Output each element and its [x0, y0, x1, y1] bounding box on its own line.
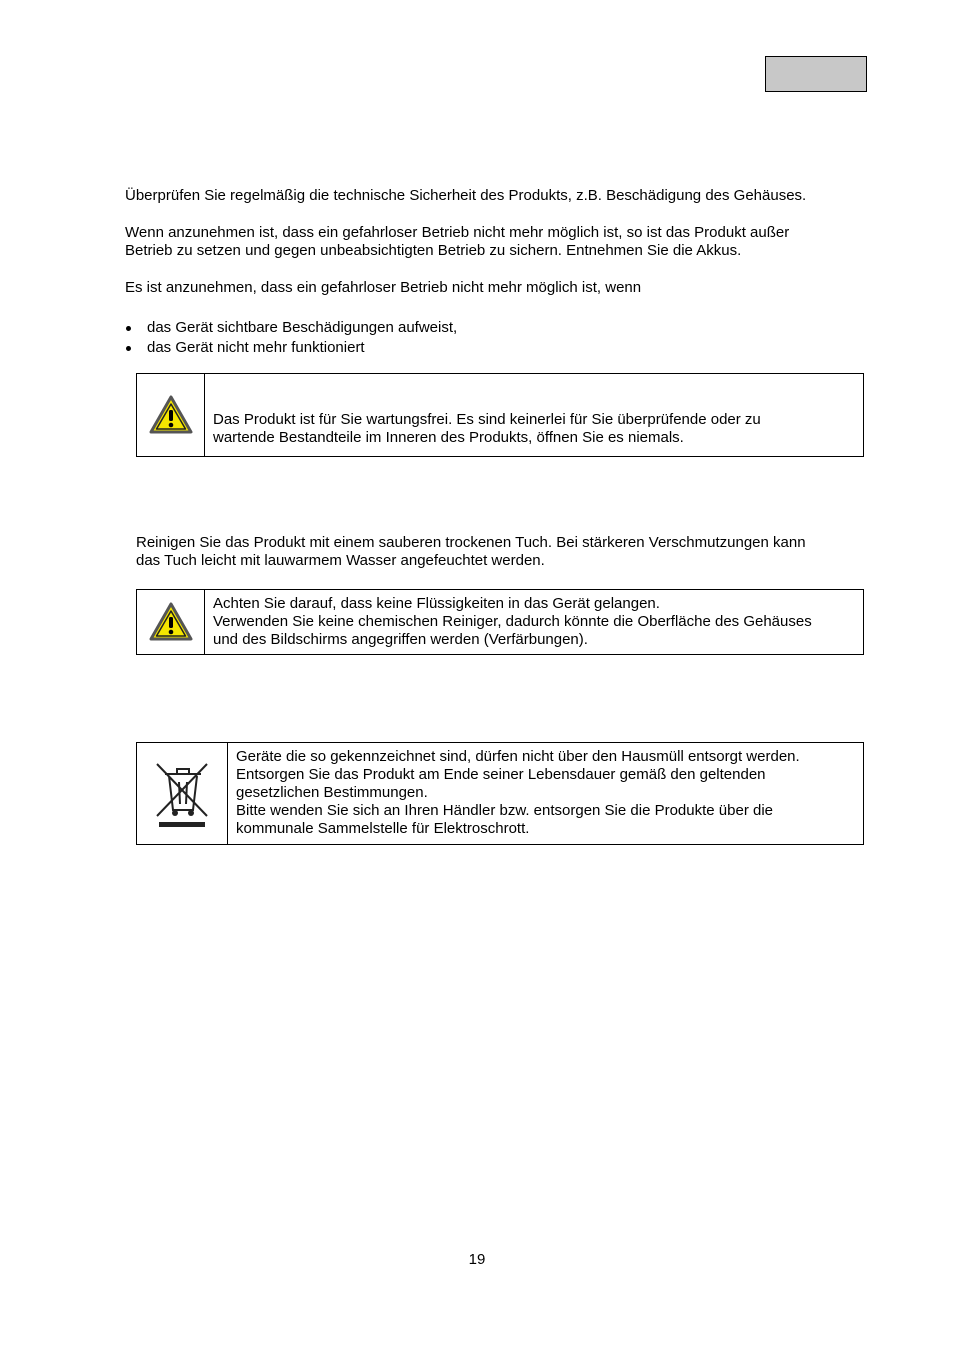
warning-icon-cell [137, 590, 205, 654]
cleaning-notice-text [205, 590, 820, 654]
language-tab [765, 56, 867, 92]
notice-line: Entsorgen Sie das Produkt am Ende seiner Lebensdauer gemäß den geltenden [236, 766, 766, 783]
inspection-paragraph-2-line-1: Wenn anzunehmen ist, dass ein gefahrloser Betrieb nicht mehr möglich ist, so ist das Produkt außer [125, 224, 790, 241]
list-item: das Gerät sichtbare Beschädigungen aufweist, [126, 318, 457, 338]
inspection-paragraph-3: Es ist anzunehmen, dass ein gefahrloser Betrieb nicht mehr möglich ist, wenn [125, 279, 642, 296]
notice-line: und des Bildschirms angegriffen werden (Verfärbungen). [213, 631, 588, 648]
inspection-paragraph-2 [125, 224, 789, 260]
disposal-notice [136, 742, 864, 845]
maintenance-notice-text [205, 374, 769, 456]
inspection-paragraph-1: Überprüfen Sie regelmäßig die technische Sicherheit des Produkts, z.B. Beschädigung des Gehäuses. [125, 187, 807, 204]
notice-line: Achten Sie darauf, dass keine Flüssigkeiten in das Gerät gelangen. [213, 595, 660, 612]
notice-line: wartende Bestandteile im Inneren des Produkts, öffnen Sie es niemals. [213, 429, 684, 446]
notice-line: Geräte die so gekennzeichnet sind, dürfen nicht über den Hausmüll entsorgt werden. [236, 748, 800, 765]
inspection-paragraph-2-line-2: Betrieb zu setzen und gegen unbeabsichtigten Betrieb zu sichern. Entnehmen Sie die Akkus. [125, 242, 742, 259]
disposal-notice-text [228, 743, 808, 844]
cleaning-line-2: das Tuch leicht mit lauwarmem Wasser angefeuchtet werden. [136, 552, 545, 569]
list-item: das Gerät nicht mehr funktioniert [126, 338, 457, 358]
weee-icon-cell [137, 743, 228, 844]
cleaning-notice [136, 589, 864, 655]
crossed-out-wheelie-bin-icon [151, 758, 213, 830]
maintenance-notice [136, 373, 864, 457]
warning-triangle-icon [149, 395, 193, 435]
notice-line: gesetzlichen Bestimmungen. [236, 784, 428, 801]
warning-icon-cell [137, 374, 205, 456]
notice-line: Verwenden Sie keine chemischen Reiniger, dadurch könnte die Oberfläche des Gehäuses [213, 613, 812, 630]
condition-list [126, 318, 457, 358]
notice-line: Bitte wenden Sie sich an Ihren Händler bzw. entsorgen Sie die Produkte über die [236, 802, 773, 819]
notice-line: Das Produkt ist für Sie wartungsfrei. Es sind keinerlei für Sie überprüfende oder zu [213, 411, 761, 428]
page-number: 19 [468, 1251, 486, 1268]
cleaning-paragraph [136, 534, 806, 570]
warning-triangle-icon [149, 602, 193, 642]
cleaning-line-1: Reinigen Sie das Produkt mit einem sauberen trockenen Tuch. Bei stärkeren Verschmutzungen kann [136, 534, 806, 551]
notice-line: kommunale Sammelstelle für Elektroschrott. [236, 820, 530, 837]
